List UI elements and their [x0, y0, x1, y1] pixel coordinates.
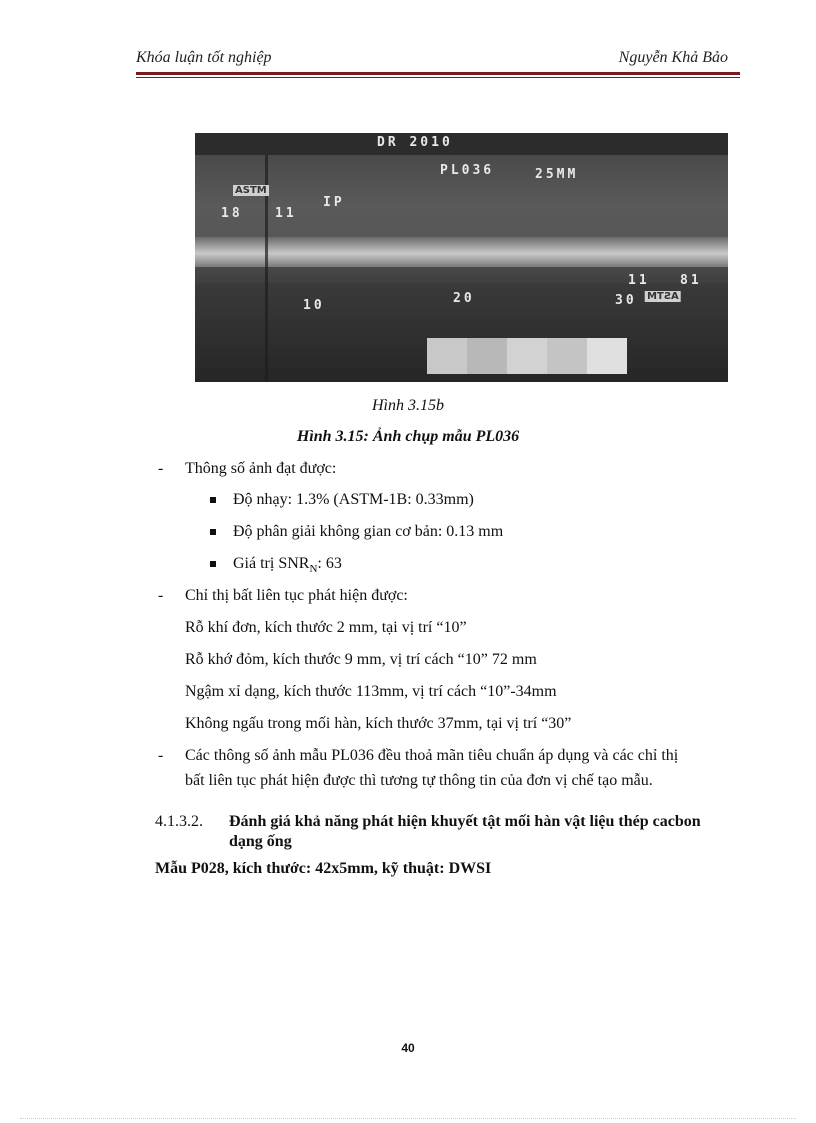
radiograph-image: [195, 133, 728, 382]
mark-size: 25MM: [535, 167, 579, 182]
mark-sample-id: PL036: [440, 163, 495, 178]
snr-value: : 63: [317, 555, 342, 572]
mark-11: 11: [275, 206, 297, 221]
mark-18: 18: [221, 206, 243, 221]
params-intro: Thông số ảnh đạt được:: [185, 460, 337, 477]
section-title-line-2: dạng ống: [229, 833, 292, 850]
list-dash: -: [158, 460, 164, 477]
step-wedge-segment: [467, 338, 507, 374]
header-author-name: Nguyễn Khả Bảo: [618, 49, 728, 66]
mark-astm-right: ASTM: [647, 291, 679, 302]
figure-subcaption: Hình 3.15b: [372, 397, 444, 414]
mark-11-right: 11: [628, 273, 650, 288]
step-wedge: [427, 338, 627, 374]
snr-label: Giá trị SNR: [233, 555, 310, 572]
step-wedge-segment: [427, 338, 467, 374]
step-wedge-segment: [587, 338, 627, 374]
param-resolution: Độ phân giải không gian cơ bản: 0.13 mm: [233, 523, 504, 540]
figure-caption: Hình 3.15: Ảnh chụp mẫu PL036: [296, 428, 520, 445]
mark-10: 10: [303, 298, 325, 313]
header-rule-thick: [136, 72, 740, 75]
mark-30: 30: [615, 293, 637, 308]
bullet-square: [210, 529, 216, 535]
radiograph-weld-seam: [195, 237, 728, 267]
list-dash: -: [158, 587, 164, 604]
param-sensitivity: Độ nhạy: 1.3% (ASTM-1B: 0.33mm): [233, 491, 474, 508]
bullet-square: [210, 561, 216, 567]
indication-item: Rỗ khí đơn, kích thước 2 mm, tại vị trí “10”: [185, 619, 467, 636]
mark-20: 20: [453, 291, 475, 306]
indication-item: Ngậm xỉ dạng, kích thước 113mm, vị trí cách “10”-34mm: [185, 683, 557, 700]
snr-subscript: N: [309, 563, 318, 576]
mark-ip: IP: [323, 195, 345, 210]
conclusion-line-1: Các thông số ảnh mẫu PL036 đều thoả mãn tiêu chuẩn áp dụng và các chỉ thị: [185, 747, 679, 764]
page-number: 40: [401, 1041, 415, 1055]
param-snr: [233, 555, 342, 575]
list-dash: -: [158, 747, 164, 764]
mark-81-right: 81: [680, 273, 702, 288]
sample-heading: Mẫu P028, kích thước: 42x5mm, kỹ thuật: DWSI: [155, 860, 492, 877]
step-wedge-segment: [547, 338, 587, 374]
header-rule-thin: [136, 77, 740, 78]
mark-dr2010: DR 2010: [377, 135, 453, 150]
indication-item: Rỗ khớ đỏm, kích thước 9 mm, vị trí cách “10” 72 mm: [185, 651, 537, 668]
indications-intro: Chỉ thị bất liên tục phát hiện được:: [185, 587, 408, 604]
indication-item: Không ngấu trong mối hàn, kích thước 37mm, tại vị trí “30”: [185, 715, 572, 732]
section-title-line-1: Đánh giá khả năng phát hiện khuyết tật mối hàn vật liệu thép cacbon: [229, 813, 701, 830]
footer-dotted-rule: [20, 1118, 796, 1119]
step-wedge-segment: [507, 338, 547, 374]
conclusion-line-2: bất liên tục phát hiện được thì tương tự thông tin của đơn vị chế tạo mẫu.: [185, 772, 653, 789]
bullet-square: [210, 497, 216, 503]
section-number: 4.1.3.2.: [155, 813, 203, 830]
header-thesis-label: Khóa luận tốt nghiệp: [136, 49, 272, 66]
mark-astm-left: ASTM: [235, 185, 267, 196]
